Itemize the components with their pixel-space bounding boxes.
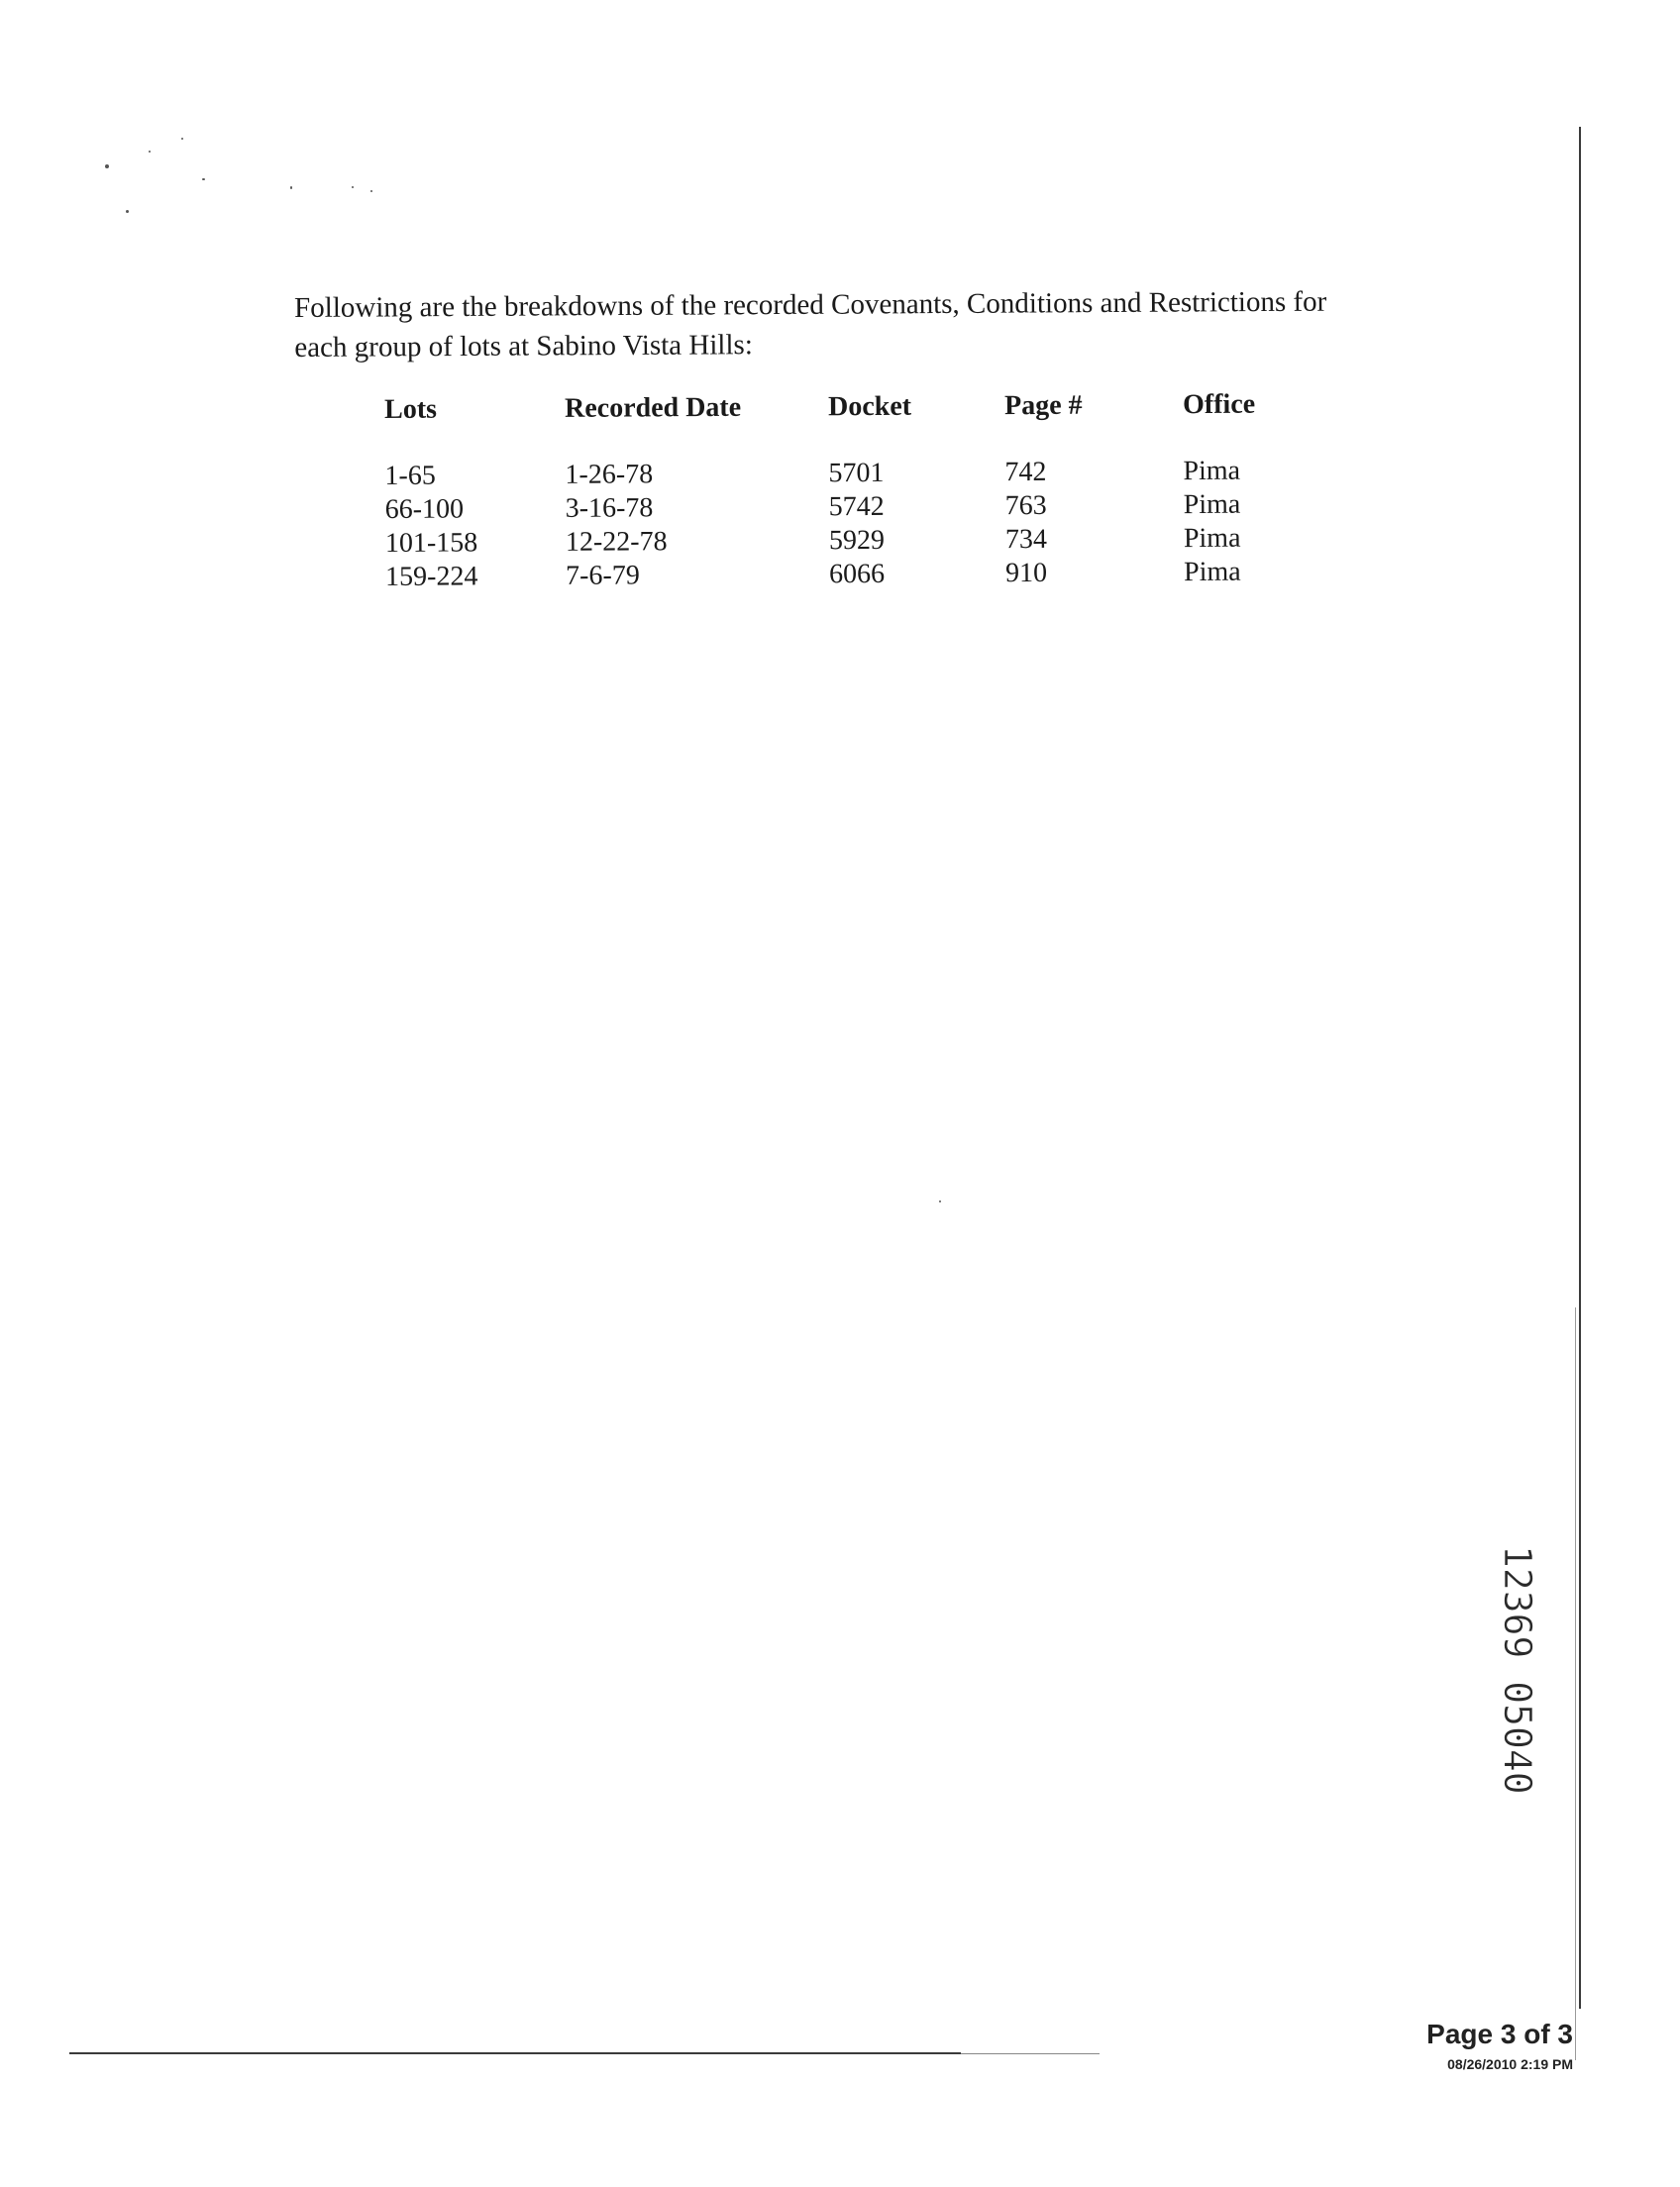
header-page: Page #	[1003, 389, 1083, 422]
print-timestamp: 08/26/2010 2:19 PM	[1447, 2056, 1573, 2072]
intro-line-2: each group of lots at Sabino Vista Hills:	[294, 329, 753, 364]
scan-speck	[352, 186, 354, 188]
cell-page: 742	[1004, 456, 1047, 488]
page-footer	[1426, 2018, 1573, 2073]
recording-stamp	[1496, 1545, 1579, 1795]
cell-lots: 1-65	[384, 460, 436, 491]
scan-speck	[105, 164, 109, 168]
table-header-row	[384, 388, 1302, 460]
cell-office: Pima	[1184, 556, 1241, 588]
intro-paragraph	[294, 281, 1384, 367]
cell-recorded-date: 3-16-78	[565, 492, 654, 524]
page-bottom-rule-faint	[961, 2053, 1100, 2054]
scan-speck	[939, 1200, 941, 1202]
header-docket: Docket	[827, 390, 912, 423]
records-table	[384, 388, 1303, 594]
table-row	[385, 555, 1303, 594]
records-table-block	[384, 388, 1303, 594]
scan-speck	[126, 210, 129, 213]
cell-lots: 159-224	[385, 561, 478, 592]
recording-stamp-text: 12369 05040	[1496, 1545, 1539, 1795]
cell-office: Pima	[1183, 522, 1241, 555]
header-office: Office	[1182, 388, 1256, 421]
cell-page: 910	[1005, 557, 1048, 589]
intro-line-1: Following are the breakdowns of the recorded Covenants, Conditions and Restrictions for	[294, 285, 1327, 324]
header-lots: Lots	[384, 393, 438, 425]
cell-page: 763	[1004, 489, 1047, 522]
scan-speck	[370, 190, 372, 192]
cell-recorded-date: 12-22-78	[565, 526, 668, 558]
scan-speck	[149, 151, 151, 153]
page-number: Page 3 of 3	[1426, 2019, 1573, 2049]
cell-office: Pima	[1183, 455, 1241, 487]
cell-docket: 5701	[828, 457, 885, 489]
table-row	[385, 521, 1303, 561]
cell-recorded-date: 7-6-79	[566, 560, 640, 591]
page-bottom-rule	[69, 2052, 961, 2054]
scan-speck	[290, 186, 292, 189]
table-row	[385, 487, 1303, 527]
cell-lots: 101-158	[384, 527, 478, 559]
cell-docket: 5742	[828, 490, 885, 523]
header-recorded-date: Recorded Date	[564, 391, 742, 424]
cell-docket: 6066	[829, 558, 886, 590]
page-right-border	[1579, 127, 1581, 2009]
cell-page: 734	[1004, 523, 1048, 556]
cell-lots: 66-100	[384, 493, 465, 525]
table-row	[384, 454, 1302, 493]
scan-speck	[202, 178, 205, 180]
cell-office: Pima	[1183, 488, 1241, 521]
cell-docket: 5929	[828, 524, 886, 557]
scan-speck	[181, 138, 183, 140]
cell-recorded-date: 1-26-78	[565, 459, 654, 490]
